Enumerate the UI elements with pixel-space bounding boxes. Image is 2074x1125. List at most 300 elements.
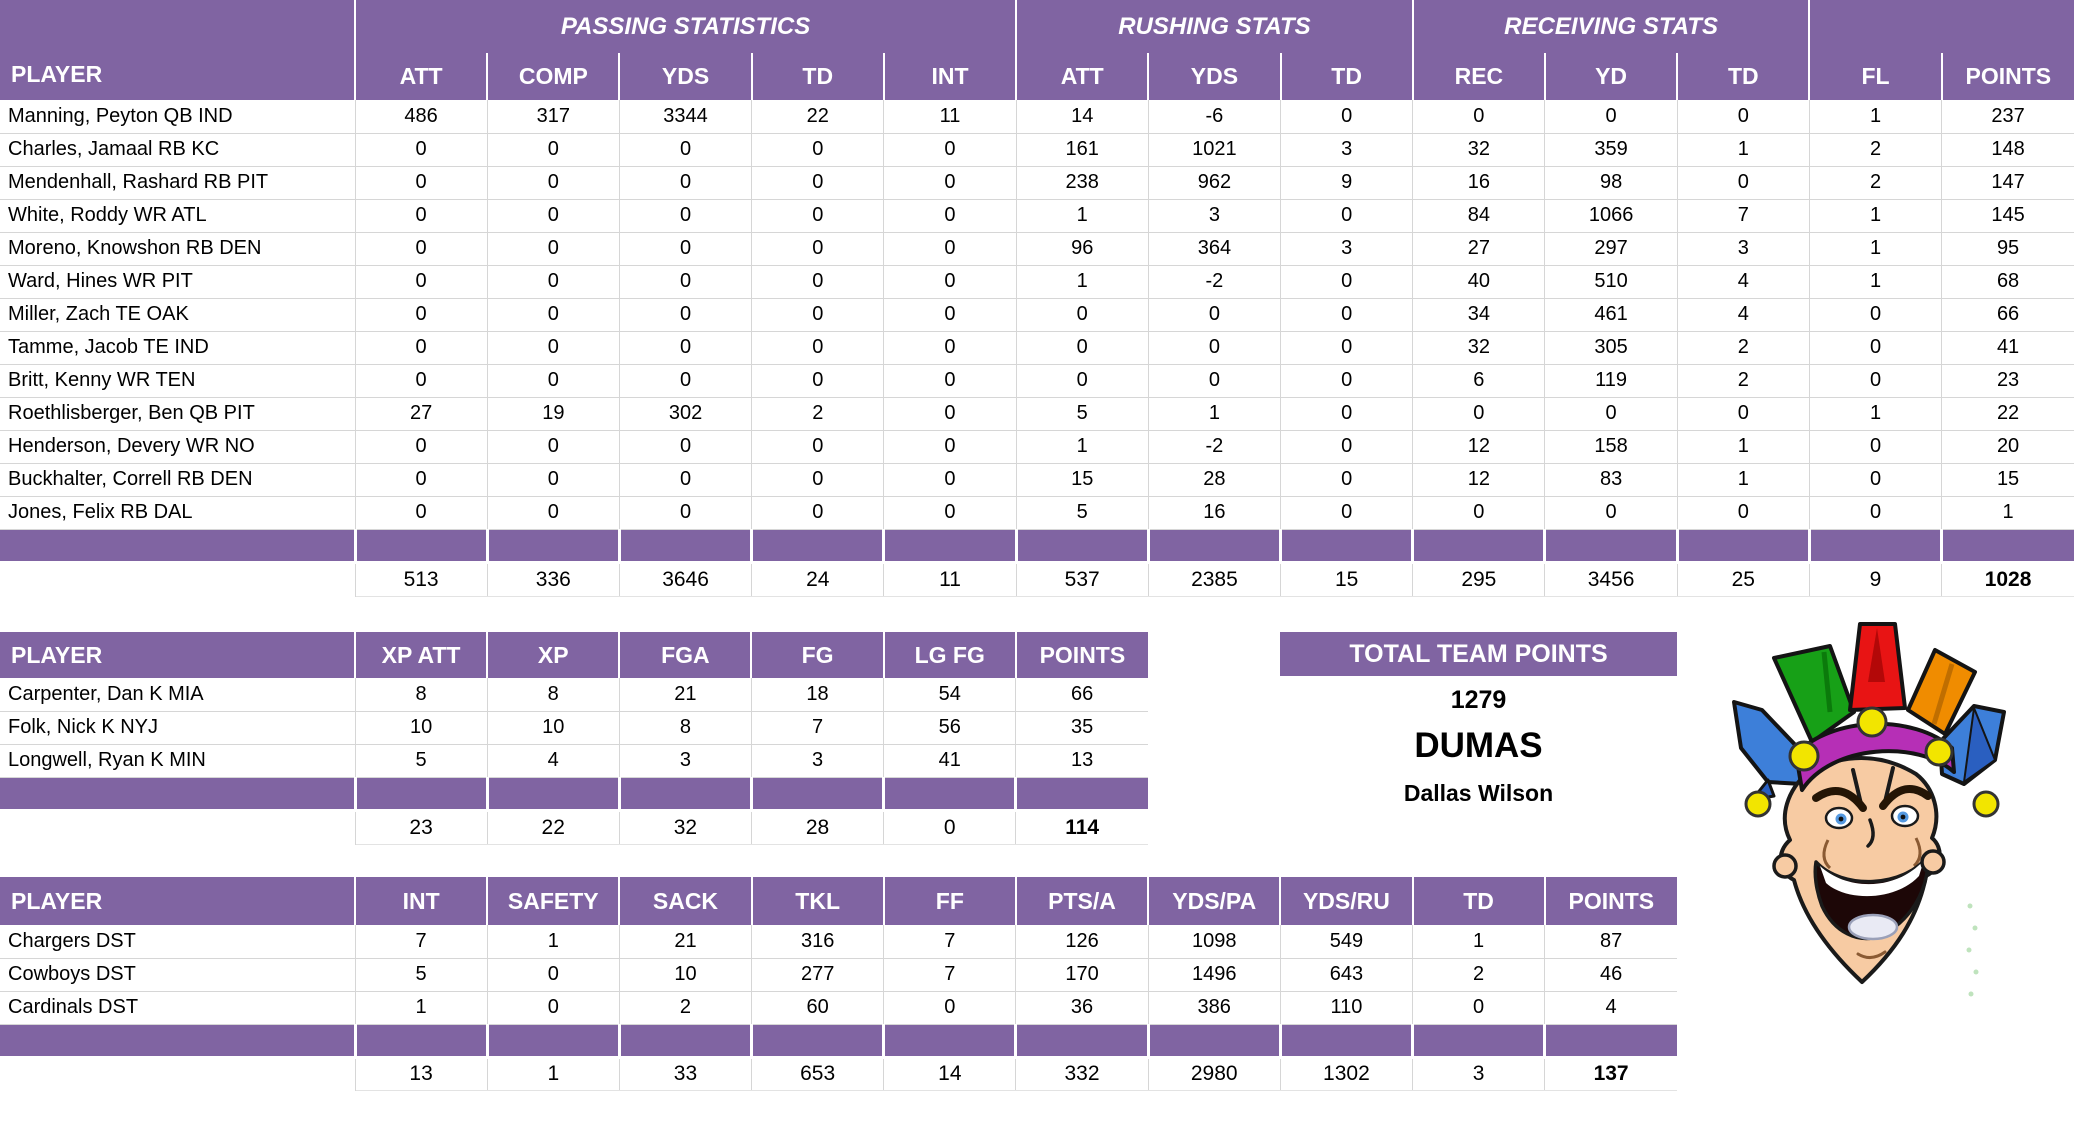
stat-cell: 0 (1809, 364, 1941, 397)
stat-group-header: RECEIVING STATS (1413, 0, 1810, 53)
stat-cell: 0 (355, 331, 487, 364)
total-cell: 13 (355, 1057, 487, 1090)
stat-cell: 66 (1942, 298, 2074, 331)
total-cell: 3646 (619, 562, 751, 596)
stat-cell: 0 (1281, 463, 1413, 496)
column-header: YD (1545, 53, 1677, 100)
stat-cell: 0 (1809, 463, 1941, 496)
player-name-cell: Tamme, Jacob TE IND (0, 331, 355, 364)
total-cell: 9 (1809, 562, 1941, 596)
column-header-row (0, 877, 1677, 925)
stat-cell: 8 (487, 678, 619, 711)
stat-cell: 8 (355, 678, 487, 711)
stat-cell: 10 (619, 958, 751, 991)
stat-cell: 8 (619, 711, 751, 744)
total-cell: 653 (752, 1057, 884, 1090)
column-header: TKL (752, 877, 884, 925)
stat-cell: 10 (487, 711, 619, 744)
stat-cell: 0 (1413, 991, 1545, 1024)
column-header: YDS/PA (1148, 877, 1280, 925)
stat-cell: 0 (884, 397, 1016, 430)
stat-cell: 0 (1545, 100, 1677, 133)
stat-cell: 3 (1677, 232, 1809, 265)
stat-cell: 0 (884, 364, 1016, 397)
player-name-cell: Henderson, Devery WR NO (0, 430, 355, 463)
stat-cell: 145 (1942, 199, 2074, 232)
stat-cell: 0 (1281, 265, 1413, 298)
totals-label-cell (0, 1057, 355, 1090)
spacer-cell (1942, 529, 2074, 562)
stat-cell: 0 (752, 496, 884, 529)
total-cell: 336 (487, 562, 619, 596)
stat-cell: 1 (355, 991, 487, 1024)
stat-cell: 0 (355, 265, 487, 298)
player-column-header: PLAYER (0, 632, 355, 678)
stat-cell: 0 (355, 232, 487, 265)
table-row (0, 496, 2074, 529)
stat-cell: 0 (1016, 364, 1148, 397)
stat-cell: 98 (1545, 166, 1677, 199)
stat-cell: 12 (1413, 463, 1545, 496)
stat-cell: 3 (1281, 232, 1413, 265)
stat-cell: 87 (1545, 925, 1677, 958)
total-cell: 22 (487, 810, 619, 844)
stat-cell: 3 (751, 744, 883, 777)
stat-cell: 40 (1413, 265, 1545, 298)
stat-cell: 0 (1809, 430, 1941, 463)
stat-cell: 0 (752, 463, 884, 496)
stat-cell: 0 (1545, 496, 1677, 529)
spacer-cell (752, 1024, 884, 1057)
stat-cell: 3 (1148, 199, 1280, 232)
player-name-cell: Mendenhall, Rashard RB PIT (0, 166, 355, 199)
stat-cell: 1 (1677, 463, 1809, 496)
total-team-points-value: 1279 (1450, 686, 1507, 714)
stat-cell: 0 (884, 991, 1016, 1024)
stat-cell: 126 (1016, 925, 1148, 958)
stat-cell: 0 (752, 199, 884, 232)
stat-cell: 486 (355, 100, 487, 133)
stat-cell: 6 (1413, 364, 1545, 397)
stat-cell: 1 (1677, 133, 1809, 166)
stat-cell: 0 (1281, 298, 1413, 331)
column-header: SAFETY (487, 877, 619, 925)
stat-cell: 0 (1545, 397, 1677, 430)
stat-cell: 0 (1413, 100, 1545, 133)
player-name-cell: Britt, Kenny WR TEN (0, 364, 355, 397)
stat-cell: 0 (487, 430, 619, 463)
stat-cell: 0 (884, 133, 1016, 166)
stat-cell: 4 (1677, 298, 1809, 331)
stat-cell: 96 (1016, 232, 1148, 265)
spacer-cell (1016, 1024, 1148, 1057)
stat-cell: 277 (752, 958, 884, 991)
total-cell: 2980 (1148, 1057, 1280, 1090)
stat-cell: 0 (619, 232, 751, 265)
stat-cell: 0 (884, 331, 1016, 364)
stat-cell: 3344 (619, 100, 751, 133)
column-header: XP (487, 632, 619, 678)
column-header: TD (1413, 877, 1545, 925)
stat-cell: 1496 (1148, 958, 1280, 991)
stat-cell: 3 (1281, 133, 1413, 166)
stat-cell: 36 (1016, 991, 1148, 1024)
stat-cell: 0 (1809, 331, 1941, 364)
stat-cell: 32 (1413, 133, 1545, 166)
stat-cell: 4 (1545, 991, 1677, 1024)
stat-cell: 5 (355, 744, 487, 777)
stat-cell: 0 (1809, 496, 1941, 529)
total-cell: 28 (751, 810, 883, 844)
stat-cell: 0 (1016, 331, 1148, 364)
table-row (0, 166, 2074, 199)
column-header: FGA (619, 632, 751, 678)
jester-icon (1712, 600, 2042, 1020)
totals-label-cell (0, 810, 355, 844)
spacer-cell (0, 777, 355, 810)
total-cell: 33 (619, 1057, 751, 1090)
spacer-cell (619, 1024, 751, 1057)
table-row (0, 397, 2074, 430)
table-row (0, 331, 2074, 364)
column-header: COMP (487, 53, 619, 100)
player-name-cell: Buckhalter, Correll RB DEN (0, 463, 355, 496)
stat-cell: 0 (619, 133, 751, 166)
stat-cell: 0 (355, 133, 487, 166)
stat-cell: 7 (884, 958, 1016, 991)
column-header: TD (752, 53, 884, 100)
stat-cell: 18 (751, 678, 883, 711)
spacer-cell (752, 529, 884, 562)
table-row (0, 678, 1148, 711)
spacer-cell (1280, 1024, 1412, 1057)
stat-cell: 22 (752, 100, 884, 133)
stat-group-header: PASSING STATISTICS (355, 0, 1016, 53)
total-cell: 1 (487, 1057, 619, 1090)
stat-cell: 0 (1677, 397, 1809, 430)
stat-cell: 461 (1545, 298, 1677, 331)
stat-cell: 0 (752, 331, 884, 364)
stat-cell: 0 (1281, 430, 1413, 463)
stat-cell: 0 (487, 166, 619, 199)
stat-cell: 962 (1148, 166, 1280, 199)
stat-cell: 0 (884, 430, 1016, 463)
total-cell: 332 (1016, 1057, 1148, 1090)
total-team-points-banner: TOTAL TEAM POINTS (1280, 632, 1677, 676)
stat-cell: 0 (355, 298, 487, 331)
stat-cell: 27 (1413, 232, 1545, 265)
stat-cell: 0 (1148, 364, 1280, 397)
total-cell: 23 (355, 810, 487, 844)
stat-cell: 0 (1677, 496, 1809, 529)
stat-cell: 21 (619, 925, 751, 958)
column-header: ATT (1016, 53, 1148, 100)
stat-cell: 0 (487, 331, 619, 364)
spacer-cell (487, 777, 619, 810)
totals-row (0, 562, 2074, 596)
stat-cell: 0 (487, 463, 619, 496)
stat-cell: 364 (1148, 232, 1280, 265)
stat-cell: 14 (1016, 100, 1148, 133)
stat-cell: 15 (1016, 463, 1148, 496)
stat-cell: 7 (355, 925, 487, 958)
player-name-cell: Moreno, Knowshon RB DEN (0, 232, 355, 265)
stat-cell: 161 (1016, 133, 1148, 166)
stat-cell: 5 (1016, 496, 1148, 529)
stat-cell: 2 (1809, 133, 1941, 166)
column-header: YDS (1148, 53, 1280, 100)
stat-cell: 0 (884, 496, 1016, 529)
stat-cell: 0 (752, 364, 884, 397)
totals-row (0, 1057, 1677, 1090)
spacer-cell (487, 529, 619, 562)
stat-cell: 4 (1677, 265, 1809, 298)
totals-row (0, 810, 1148, 844)
spacer-cell (355, 777, 487, 810)
stat-cell: 0 (884, 199, 1016, 232)
stat-cell: 16 (1148, 496, 1280, 529)
stat-cell: 1 (1809, 397, 1941, 430)
table-row (0, 744, 1148, 777)
total-cell: 15 (1281, 562, 1413, 596)
stat-cell: 9 (1281, 166, 1413, 199)
column-header: TD (1677, 53, 1809, 100)
stat-cell: 5 (1016, 397, 1148, 430)
column-header: POINTS (1016, 632, 1148, 678)
total-cell: 114 (1016, 810, 1148, 844)
table-row (0, 925, 1677, 958)
stat-cell: 68 (1942, 265, 2074, 298)
table-row (0, 430, 2074, 463)
stat-cell: 386 (1148, 991, 1280, 1024)
stat-cell: 2 (1809, 166, 1941, 199)
player-column-header: PLAYER (0, 877, 355, 925)
column-header: POINTS (1545, 877, 1677, 925)
stat-cell: 0 (752, 232, 884, 265)
player-name-cell: Folk, Nick K NYJ (0, 711, 355, 744)
stat-cell: 0 (752, 265, 884, 298)
table-row (0, 991, 1677, 1024)
stat-cell: 302 (619, 397, 751, 430)
stat-cell: 0 (487, 298, 619, 331)
player-name-cell: Chargers DST (0, 925, 355, 958)
spacer-cell (1809, 529, 1941, 562)
player-name-cell: White, Roddy WR ATL (0, 199, 355, 232)
stat-cell: 0 (752, 298, 884, 331)
column-header: FG (751, 632, 883, 678)
stat-cell: 1 (1809, 265, 1941, 298)
spacer-cell (619, 777, 751, 810)
team-owner-name: Dallas Wilson (1403, 780, 1554, 806)
stat-cell: 10 (355, 711, 487, 744)
stat-cell: 549 (1280, 925, 1412, 958)
stat-cell: 0 (1677, 100, 1809, 133)
stat-cell: 0 (752, 430, 884, 463)
spacer-row (0, 1024, 1677, 1057)
stat-cell: 237 (1942, 100, 2074, 133)
stat-cell: 0 (1281, 364, 1413, 397)
stat-cell: 46 (1545, 958, 1677, 991)
stat-cell: 0 (752, 133, 884, 166)
stat-cell: 0 (1413, 496, 1545, 529)
stat-cell: 316 (752, 925, 884, 958)
stat-cell: 27 (355, 397, 487, 430)
player-column-header: PLAYER (0, 0, 355, 100)
stat-cell: 0 (619, 166, 751, 199)
stat-cell: 2 (1413, 958, 1545, 991)
spacer-cell (1413, 529, 1545, 562)
table-row (0, 265, 2074, 298)
stat-cell: 84 (1413, 199, 1545, 232)
spacer-cell (1545, 529, 1677, 562)
stat-cell: 1 (1809, 232, 1941, 265)
spacer-cell (619, 529, 751, 562)
stat-cell: 60 (752, 991, 884, 1024)
total-cell: 11 (884, 562, 1016, 596)
stat-cell: 0 (487, 364, 619, 397)
column-header: YDS (619, 53, 751, 100)
stat-cell: 1066 (1545, 199, 1677, 232)
stat-cell: 0 (619, 496, 751, 529)
stat-cell: 54 (884, 678, 1016, 711)
stat-cell: 170 (1016, 958, 1148, 991)
column-header: INT (355, 877, 487, 925)
spacer-cell (1413, 1024, 1545, 1057)
blank-group-header (1809, 0, 2074, 53)
spacer-cell (487, 1024, 619, 1057)
stat-cell: 4 (487, 744, 619, 777)
player-name-cell: Carpenter, Dan K MIA (0, 678, 355, 711)
stat-cell: 35 (1016, 711, 1148, 744)
total-cell: 25 (1677, 562, 1809, 596)
column-header: TD (1281, 53, 1413, 100)
stat-cell: 0 (355, 496, 487, 529)
stat-cell: 1 (1148, 397, 1280, 430)
stat-cell: 0 (355, 199, 487, 232)
stat-cell: 158 (1545, 430, 1677, 463)
column-header: SACK (619, 877, 751, 925)
column-header: FF (884, 877, 1016, 925)
stat-cell: -6 (1148, 100, 1280, 133)
spacer-cell (355, 1024, 487, 1057)
column-header-row (0, 632, 1148, 678)
stat-cell: 0 (487, 991, 619, 1024)
total-cell: 0 (884, 810, 1016, 844)
stat-cell: 0 (355, 430, 487, 463)
spacer-cell (1545, 1024, 1677, 1057)
stat-cell: 0 (355, 166, 487, 199)
player-name-cell: Ward, Hines WR PIT (0, 265, 355, 298)
stat-cell: 0 (1809, 298, 1941, 331)
team-name: DUMAS (1414, 726, 1543, 765)
table-row (0, 133, 2074, 166)
stat-cell: 28 (1148, 463, 1280, 496)
stat-cell: 2 (1677, 364, 1809, 397)
stat-cell: 16 (1413, 166, 1545, 199)
stat-cell: 0 (1148, 298, 1280, 331)
total-cell: 513 (355, 562, 487, 596)
stat-cell: 119 (1545, 364, 1677, 397)
player-name-cell: Miller, Zach TE OAK (0, 298, 355, 331)
player-name-cell: Roethlisberger, Ben QB PIT (0, 397, 355, 430)
total-cell: 32 (619, 810, 751, 844)
stat-cell: 21 (619, 678, 751, 711)
stat-cell: 7 (751, 711, 883, 744)
column-header: ATT (355, 53, 487, 100)
column-header: LG FG (884, 632, 1016, 678)
stat-cell: 0 (619, 298, 751, 331)
totals-label-cell (0, 562, 355, 596)
total-cell: 1302 (1280, 1057, 1412, 1090)
stat-cell: 1098 (1148, 925, 1280, 958)
spacer-cell (884, 1024, 1016, 1057)
column-header: REC (1413, 53, 1545, 100)
stat-cell: 0 (1281, 496, 1413, 529)
stat-cell: 22 (1942, 397, 2074, 430)
stat-cell: 13 (1016, 744, 1148, 777)
stat-cell: 1 (487, 925, 619, 958)
spacer-cell (1016, 529, 1148, 562)
column-header: XP ATT (355, 632, 487, 678)
kickers-table (0, 632, 1148, 845)
stat-cell: 0 (619, 265, 751, 298)
stat-cell: 7 (1677, 199, 1809, 232)
spacer-cell (1281, 529, 1413, 562)
stat-cell: 0 (1281, 331, 1413, 364)
stat-cell: -2 (1148, 430, 1280, 463)
group-header-row (0, 0, 2074, 53)
stat-cell: 0 (1016, 298, 1148, 331)
stat-cell: 0 (884, 232, 1016, 265)
stat-cell: 110 (1280, 991, 1412, 1024)
stat-cell: 7 (884, 925, 1016, 958)
player-name-cell: Cowboys DST (0, 958, 355, 991)
total-cell: 537 (1016, 562, 1148, 596)
stat-cell: 32 (1413, 331, 1545, 364)
total-cell: 24 (752, 562, 884, 596)
stat-cell: 510 (1545, 265, 1677, 298)
stat-cell: 0 (1281, 397, 1413, 430)
stat-cell: 3 (619, 744, 751, 777)
stat-cell: 34 (1413, 298, 1545, 331)
defense-table (0, 877, 1677, 1091)
column-header: POINTS (1942, 53, 2074, 100)
stat-cell: 0 (619, 364, 751, 397)
stat-cell: 2 (1677, 331, 1809, 364)
stat-cell: 297 (1545, 232, 1677, 265)
stat-cell: 1 (1809, 100, 1941, 133)
stat-cell: 1 (1677, 430, 1809, 463)
spacer-row (0, 529, 2074, 562)
table-row (0, 199, 2074, 232)
stat-cell: 12 (1413, 430, 1545, 463)
player-name-cell: Jones, Felix RB DAL (0, 496, 355, 529)
stat-cell: 66 (1016, 678, 1148, 711)
stat-cell: 0 (355, 364, 487, 397)
stat-cell: 5 (355, 958, 487, 991)
table-row (0, 100, 2074, 133)
spacer-row (0, 777, 1148, 810)
stat-cell: 0 (1281, 100, 1413, 133)
spacer-cell (1148, 1024, 1280, 1057)
stat-cell: 0 (1148, 331, 1280, 364)
stat-cell: 0 (619, 463, 751, 496)
stat-cell: 19 (487, 397, 619, 430)
stat-cell: 20 (1942, 430, 2074, 463)
stat-cell: 1 (1016, 430, 1148, 463)
stat-cell: 0 (487, 496, 619, 529)
spacer-cell (1677, 529, 1809, 562)
